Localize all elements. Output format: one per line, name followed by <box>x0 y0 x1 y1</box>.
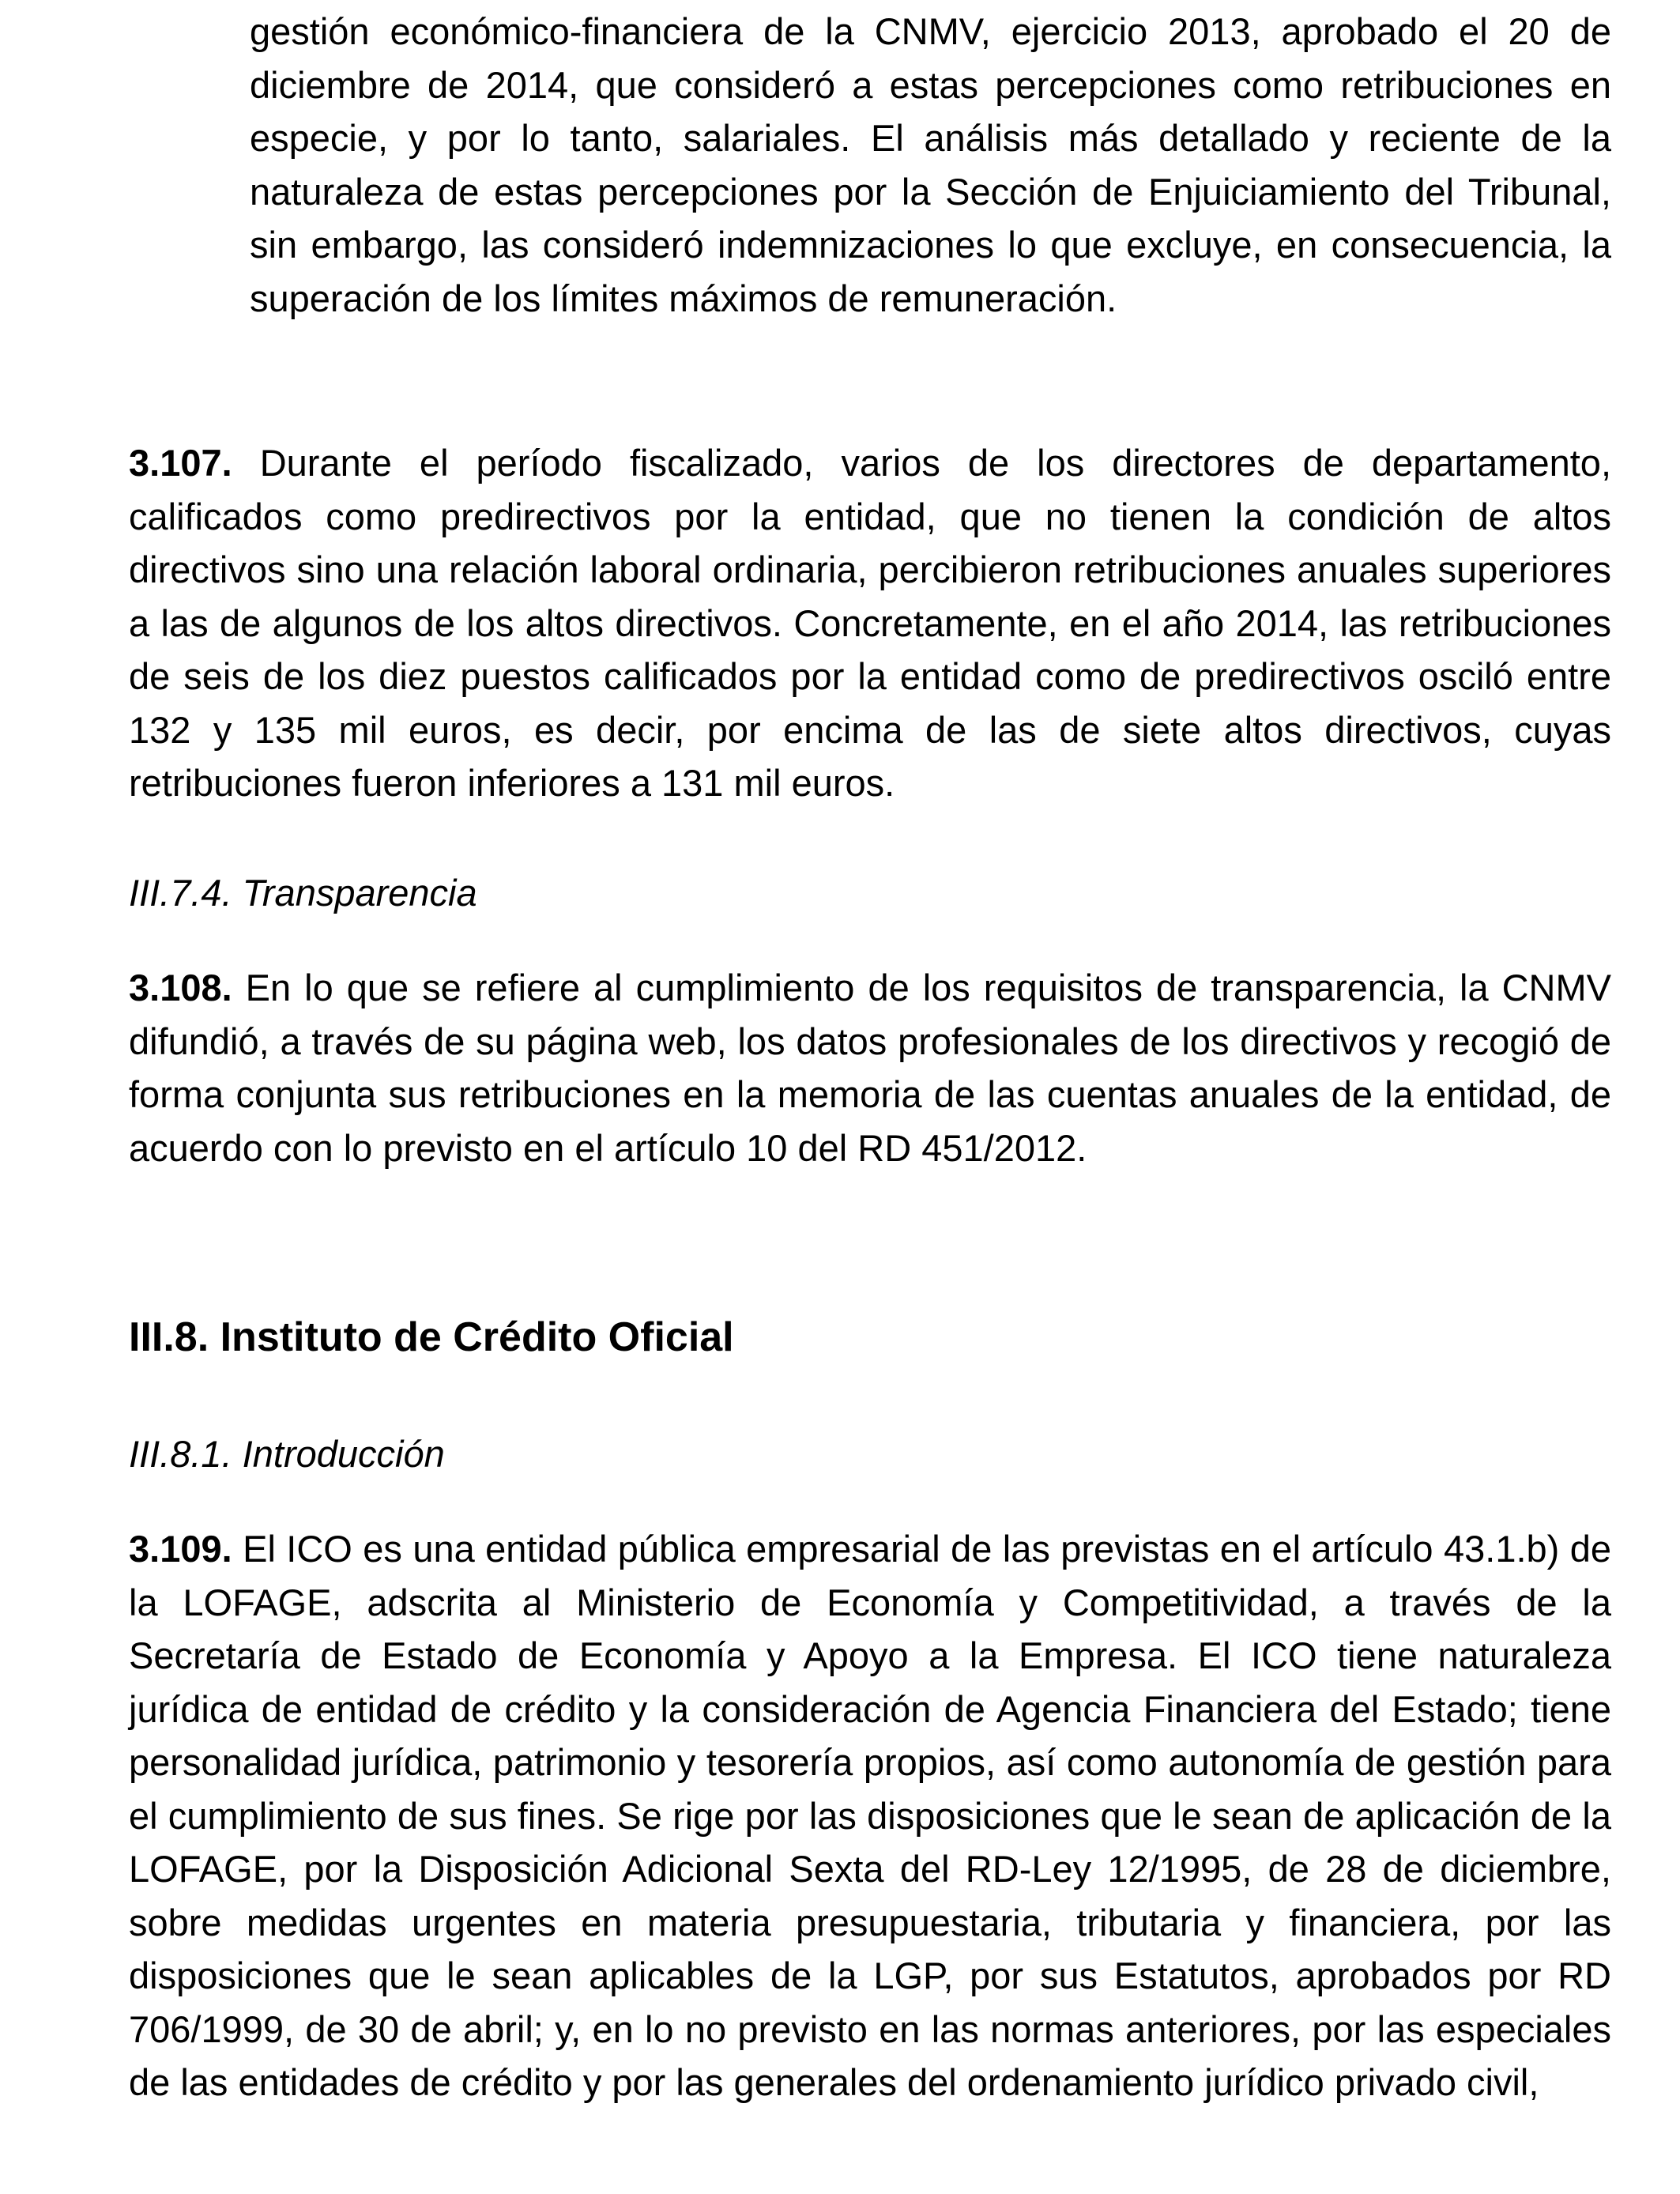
paragraph-3-107 <box>129 436 1611 810</box>
subheading-introduccion: III.8.1. Introducción <box>129 1433 445 1475</box>
paragraph-text: El ICO es una entidad pública empresarial de las previstas en el artículo 43.1.b) de la LOFAGE, adscrita al Ministerio de Economía y Competitividad, a través de la Secretaría de Estado de Economía y Apoyo a la Empresa. El ICO tiene naturaleza jurídica de entidad de crédito y la consideración de Agencia Financiera del Estado; tiene personalidad jurídica, patrimonio y tesorería propios, así como autonomía de gestión para el cumplimiento de sus fines. Se rige por las disposiciones que le sean de aplicación de la LOFAGE, por la Disposición Adicional Sexta del RD-Ley 12/1995, de 28 de diciembre, sobre medidas urgentes en materia presupuestaria, tributaria y financiera, por las disposiciones que le sean aplicables de la LGP, por sus Estatutos, aprobados por RD 706/1999, de 30 de abril; y, en lo no previsto en las normas anteriores, por las especiales de las entidades de crédito y por las generales del ordenamiento jurídico privado civil, <box>129 1528 1611 2103</box>
paragraph-text: En lo que se refiere al cumplimiento de los requisitos de transparencia, la CNMV difundió, a través de su página web, los datos profesionales de los directivos y recogió de forma conjunta sus retribuciones en la memoria de las cuentas anuales de la entidad, de acuerdo con lo previsto en el artículo 10 del RD 451/2012. <box>129 967 1611 1169</box>
paragraph-text: Durante el período fiscalizado, varios de los directores de departamento, calificados como predirectivos por la entidad, que no tienen la condición de altos directivos sino una relación laboral ordinaria, percibieron retribuciones anuales superiores a las de algunos de los altos directivos. Concretamente, en el año 2014, las retribuciones de seis de los diez puestos calificados por la entidad como de predirectivos osciló entre 132 y 135 mil euros, es decir, por encima de las de siete altos directivos, cuyas retribuciones fueron inferiores a 131 mil euros. <box>129 442 1611 804</box>
paragraph-3-108 <box>129 961 1611 1174</box>
continuation-paragraph: gestión económico-financiera de la CNMV, ejercicio 2013, aprobado el 20 de diciembre de 2014, que consideró a estas percepciones como retribuciones en especie, y por lo tanto, salariales. El análisis más detallado y reciente de la naturaleza de estas percepciones por la Sección de Enjuiciamiento del Tribunal, sin embargo, las consideró indemnizaciones lo que excluye, en consecuencia, la superación de los límites máximos de remuneración. <box>250 10 1611 319</box>
paragraph-number: 3.107. <box>129 442 232 484</box>
section-heading: III.8. Instituto de Crédito Oficial <box>129 1314 734 1360</box>
paragraph-3-109 <box>129 1522 1611 2109</box>
paragraph-number: 3.109. <box>129 1528 232 1570</box>
paragraph-number: 3.108. <box>129 967 232 1008</box>
subheading-transparencia: III.7.4. Transparencia <box>129 872 477 914</box>
